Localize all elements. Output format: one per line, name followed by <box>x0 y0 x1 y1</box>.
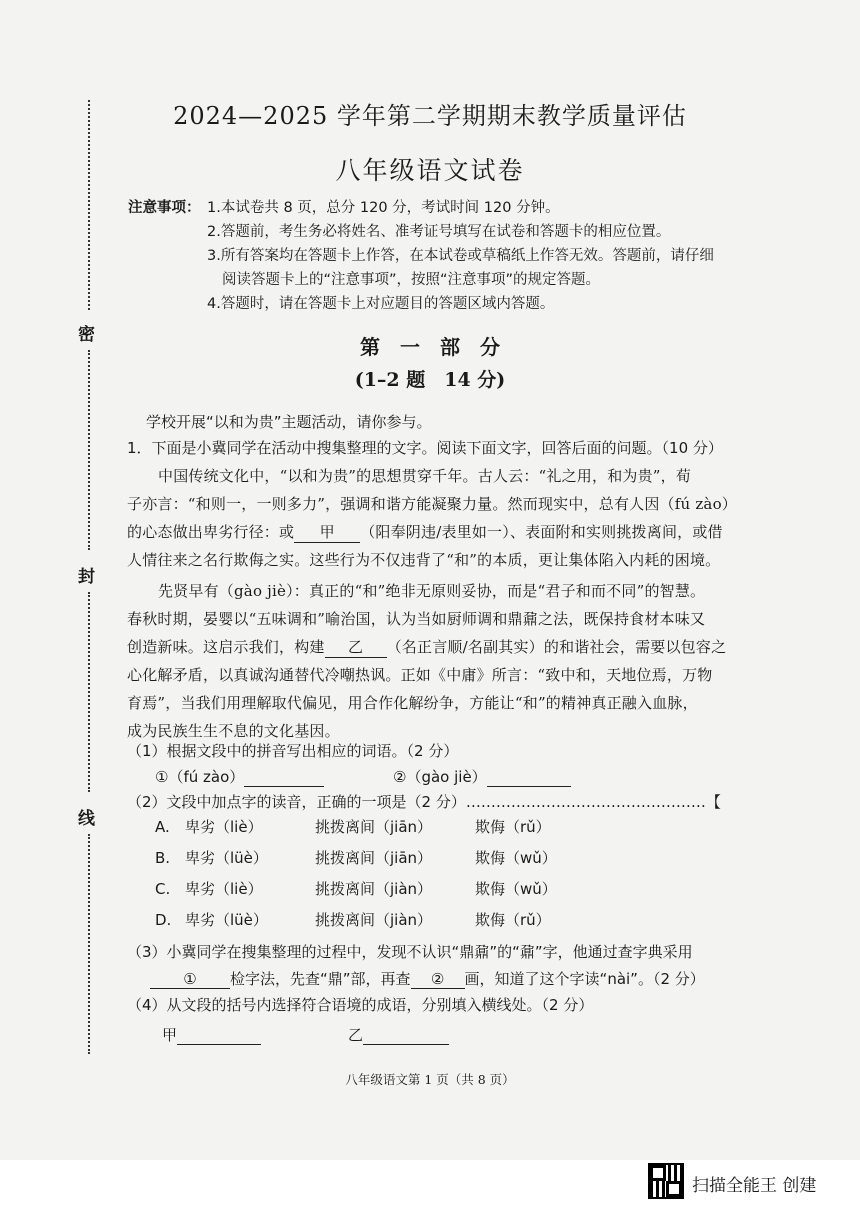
binding-char-feng: 封 <box>78 567 95 587</box>
binding-char-xian: 线 <box>78 809 95 829</box>
exam-title: 2024—2025 学年第二学期期末教学质量评估 <box>173 102 687 130</box>
exam-subtitle: 八年级语文试卷 <box>335 156 525 185</box>
option-word-2: 挑拨离间（jiàn） <box>315 880 433 898</box>
sub4-answer-yi <box>348 1024 449 1045</box>
passage-line-6: 春秋时期，晏婴以“五味调和”喻治国，认为当如厨师调和鼎鼐之法，既保持食材本味又 <box>127 610 706 628</box>
note-item-1: 1.本试卷共 8 页，总分 120 分，考试时间 120 分钟。 <box>207 200 560 216</box>
sub-question-3-line-2 <box>150 968 705 989</box>
option-letter: C. <box>155 880 171 898</box>
passage-line-3 <box>127 521 723 543</box>
sub4-jia-blank <box>177 1026 261 1045</box>
qr-code-icon <box>648 1163 684 1199</box>
passage-line-9: 育焉”，当我们用理解取代偏见，用合作化解纷争，方能让“和”的精神真正融入血脉， <box>127 694 698 712</box>
binding-char-mi: 密 <box>78 325 95 345</box>
option-word-3: 欺侮（wǔ） <box>475 880 557 898</box>
sub4-answer-jia <box>162 1024 261 1045</box>
option-d <box>155 909 551 930</box>
passage-line-4: 人情往来之名行欺侮之实。这些行为不仅违背了“和”的本质，更让集体陷入内耗的困境。 <box>127 551 721 569</box>
option-word-2: 挑拨离间（jiān） <box>315 818 433 836</box>
option-letter: B. <box>155 849 171 867</box>
binding-line-top <box>88 100 90 310</box>
sub-question-1-b <box>393 766 571 787</box>
option-word-1: 卑劣（lüè） <box>185 849 268 867</box>
sub1-b-answer-blank <box>487 768 571 787</box>
sub3-end-text: 画，知道了这个字读“nài”。（2 分） <box>464 970 705 988</box>
activity-intro: 学校开展“以和为贵”主题活动，请你参与。 <box>146 413 432 431</box>
sub-question-1-stem: （1）根据文段中的拼音写出相应的词语。（2 分） <box>127 742 459 760</box>
option-word-2: 挑拨离间（jiān） <box>315 849 433 867</box>
sub4-yi-blank <box>363 1026 449 1045</box>
sub1-a-answer-blank <box>244 768 324 787</box>
part-subtitle: (1–2 题 14 分) <box>354 369 506 391</box>
option-word-1: 卑劣（liè） <box>185 880 263 898</box>
sub4-jia-label: 甲 <box>162 1026 178 1044</box>
scanner-watermark: 扫描全能王 创建 <box>692 1176 817 1196</box>
option-c <box>155 878 557 899</box>
option-word-1: 卑劣（lüè） <box>185 911 268 929</box>
passage-line-3-start: 的心态做出卑劣行径：或 <box>127 523 295 541</box>
option-word-3: 欺侮（rǔ） <box>475 818 551 836</box>
note-item-4: 4.答题时，请在答题卡上对应题目的答题区域内答题。 <box>207 296 555 312</box>
passage-line-2: 子亦言：“和则一，一则多力”，强调和谐方能凝聚力量。然而现实中，总有人因（fú zào） <box>127 495 737 513</box>
passage-line-7-rest: （名正言顺/名副其实）的和谐社会，需要以包容之 <box>386 638 727 656</box>
page-footer: 八年级语文第 1 页（共 8 页） <box>345 1072 515 1087</box>
sub4-yi-label: 乙 <box>348 1026 364 1044</box>
sub1-a-label: ①（fú zào） <box>155 768 245 786</box>
note-item-3: 3.所有答案均在答题卡上作答，在本试卷或草稿纸上作答无效。答题前，请仔细 <box>207 248 714 264</box>
option-letter: D. <box>155 911 172 929</box>
sub-question-3-line-1: （3）小冀同学在搜集整理的过程中，发现不认识“鼎鼐”的“鼐”字，他通过查字典采用 <box>127 943 693 961</box>
passage-line-10: 成为民族生生不息的文化基因。 <box>127 722 340 740</box>
passage-line-3-rest: （阳奉阴违/表里如一）、表面附和实则挑拨离间，或借 <box>360 523 723 541</box>
option-word-1: 卑劣（liè） <box>185 818 263 836</box>
blank-jia: 甲 <box>294 521 360 543</box>
option-b <box>155 847 557 868</box>
sub3-mid-text: 检字法，先查“鼎”部，再查 <box>230 970 411 988</box>
sub1-b-label: ②（gào jiè） <box>393 768 487 786</box>
sub3-blank-2: ② <box>411 970 465 989</box>
question-1-stem: 1．下面是小冀同学在活动中搜集整理的文字。阅读下面文字，回答后面的问题。（10 分） <box>127 439 723 457</box>
option-word-3: 欺侮（rǔ） <box>475 911 551 929</box>
passage-line-7 <box>127 636 726 658</box>
sub-question-2-stem: （2）文段中加点字的读音，正确的一项是（2 分）…………………………………………【 <box>127 793 721 811</box>
part-title: 第 一 部 分 <box>360 335 500 359</box>
sub3-blank-1: ① <box>150 970 230 989</box>
passage-line-1: 中国传统文化中，“以和为贵”的思想贯穿千年。古人云：“礼之用，和为贵”，荀 <box>158 467 692 485</box>
option-word-2: 挑拨离间（jiàn） <box>315 911 433 929</box>
option-word-3: 欺侮（wǔ） <box>475 849 557 867</box>
passage-line-7-start: 创造新味。这启示我们，构建 <box>127 638 325 656</box>
blank-yi: 乙 <box>325 636 387 658</box>
sub-question-1-a <box>155 766 324 787</box>
notes-label: 注意事项： <box>128 200 201 216</box>
note-item-2: 2.答题前，考生务必将姓名、准考证号填写在试卷和答题卡的相应位置。 <box>207 224 671 240</box>
passage-line-5: 先贤早有（gào jiè）：真正的“和”绝非无原则妥协，而是“君子和而不同”的智慧。 <box>158 582 706 600</box>
binding-line-low <box>88 592 90 792</box>
note-item-3-cont: 阅读答题卡上的“注意事项”，按照“注意事项”的规定答题。 <box>222 272 601 288</box>
passage-line-8: 心化解矛盾，以真诚沟通替代冷嘲热讽。正如《中庸》所言：“致中和，天地位焉，万物 <box>127 666 713 684</box>
sub-question-4-stem: （4）从文段的括号内选择符合语境的成语，分别填入横线处。（2 分） <box>127 996 594 1014</box>
binding-line-bottom <box>88 834 90 1054</box>
option-letter: A. <box>155 818 170 836</box>
option-a <box>155 816 551 837</box>
